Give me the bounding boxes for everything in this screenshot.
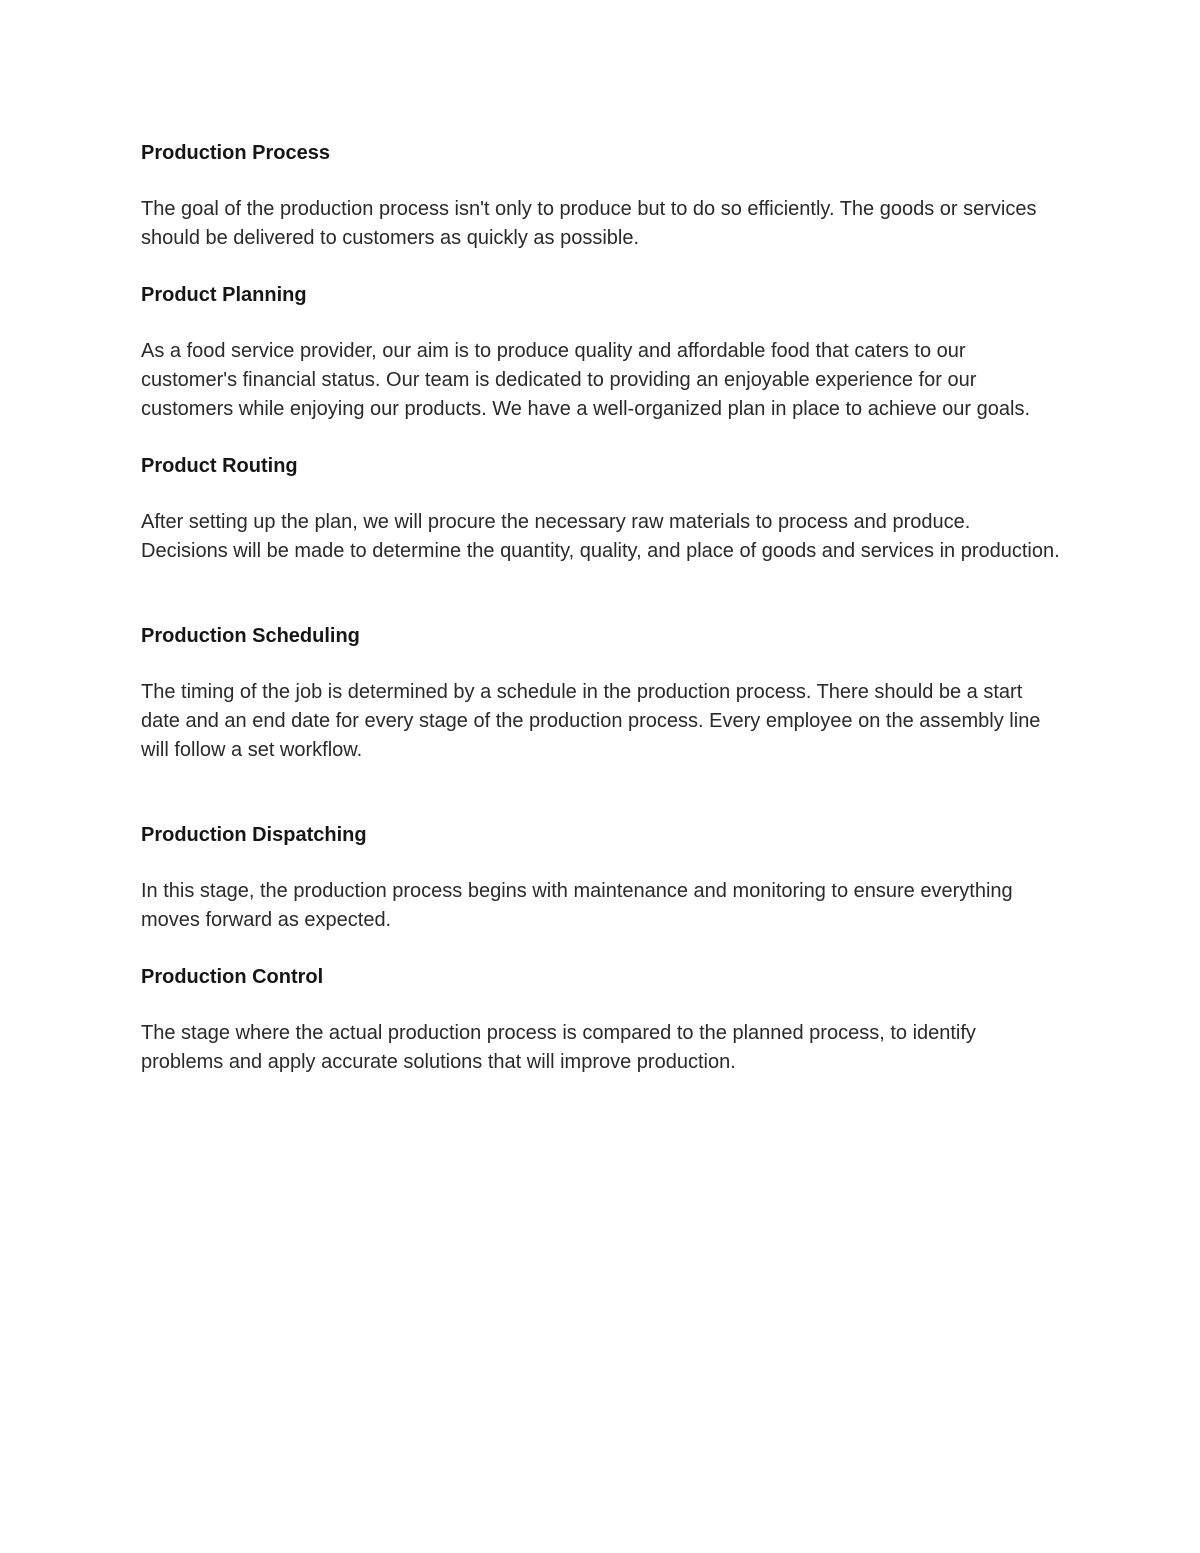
section-heading-production-process: Production Process [141, 142, 330, 164]
section-heading-production-control: Production Control [141, 966, 324, 988]
section-heading-production-dispatching: Production Dispatching [141, 824, 367, 846]
section-heading-production-scheduling: Production Scheduling [141, 625, 360, 647]
section-heading-product-routing: Product Routing [141, 455, 298, 477]
document-page [141, 138, 1061, 1077]
section-body-product-planning: As a food service provider, our aim is to produce quality and affordable food that caters to our customer's financial status. Our team is dedicated to providing an enjoyable experience for our customers while enjoying our products. We have a well-organized plan in place to achieve our goals. [141, 340, 1031, 420]
section-body-production-process: The goal of the production process isn't only to produce but to do so efficiently. The goods or services should be delivered to customers as quickly as possible. [141, 198, 1037, 249]
section-body-production-control: The stage where the actual production process is compared to the planned process, to identify problems and apply accurate solutions that will improve production. [141, 1022, 976, 1073]
section-heading-product-planning: Product Planning [141, 284, 307, 306]
section-body-product-routing: After setting up the plan, we will procure the necessary raw materials to process and produce. Decisions will be made to determine the quantity, quality, and place of goods and services in production. [141, 511, 1060, 562]
section-body-production-scheduling: The timing of the job is determined by a schedule in the production process. There should be a start date and an end date for every stage of the production process. Every employee on the assembly line will follow a set workflow. [141, 681, 1041, 761]
section-body-production-dispatching: In this stage, the production process begins with maintenance and monitoring to ensure everything moves forward as expected. [141, 880, 1013, 931]
